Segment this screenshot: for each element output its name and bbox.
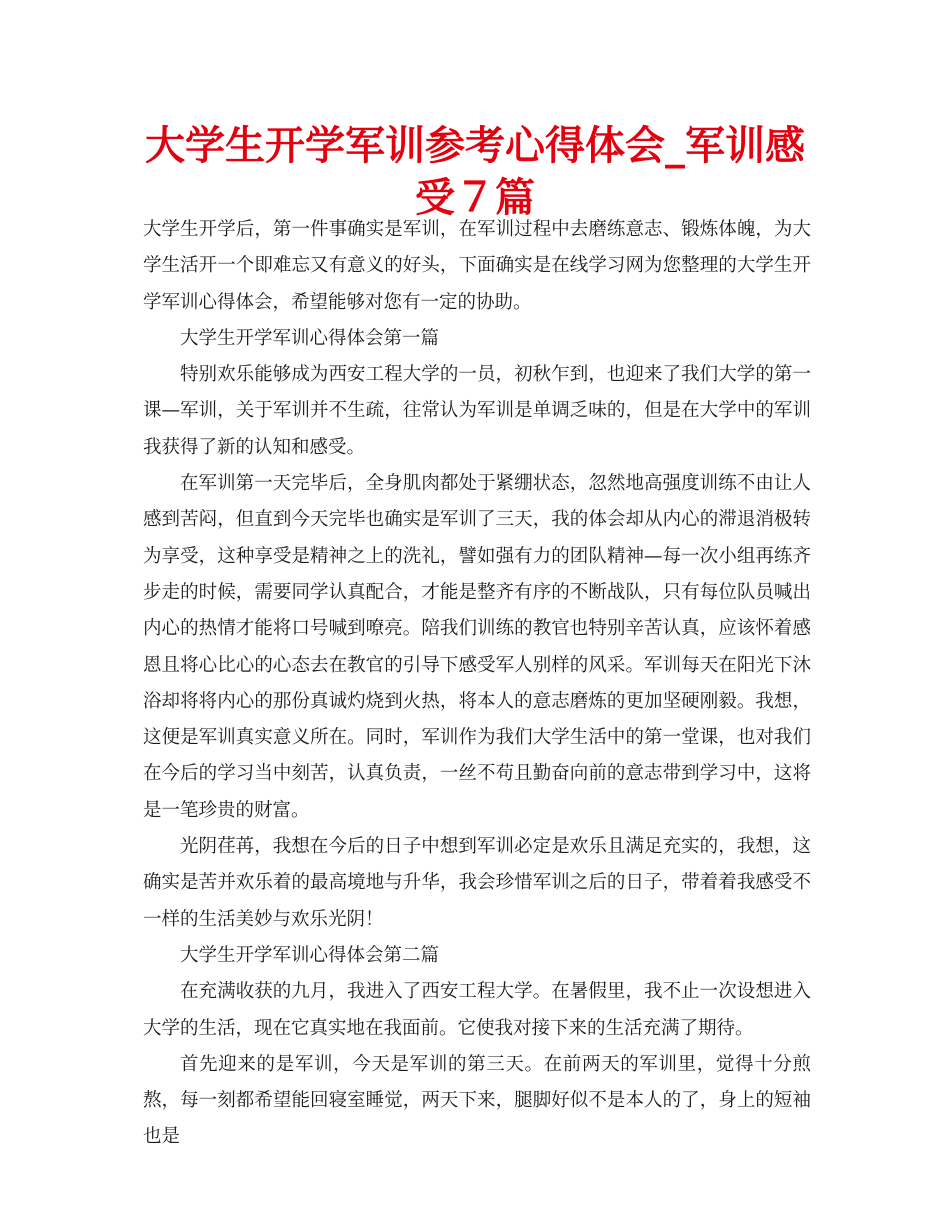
body-paragraph: 在充满收获的九月，我进入了西安工程大学。在暑假里，我不止一次设想进入大学的生活，现在它真实地在我面前。它使我对接下来的生活充满了期待。 <box>143 981 811 1039</box>
intro-paragraph: 大学生开学后，第一件事确实是军训，在军训过程中去磨练意志、锻炼体魄，为大学生活开一个即难忘又有意义的好头，下面确实是在线学习网为您整理的大学生开学军训心得体会，希望能够对您有一定的协助。 <box>143 219 811 313</box>
document-title: 大学生开学军训参考心得体会_军训感受７篇 <box>145 123 805 221</box>
document-body <box>143 212 811 1156</box>
section-heading-2: 大学生开学军训心得体会第二篇 <box>180 944 440 966</box>
section-heading-1: 大学生开学军训心得体会第一篇 <box>180 327 440 349</box>
body-paragraph: 首先迎来的是军训，今天是军训的第三天。在前两天的军训里，觉得十分煎熬，每一刻都希望能回寝室睡觉，两天下来，腿脚好似不是本人的了，身上的短袖也是 <box>143 1053 811 1148</box>
body-paragraph: 在军训第一天完毕后，全身肌肉都处于紧绷状态，忽然地高强度训练不由让人感到苦闷，但直到今天完毕也确实是军训了三天，我的体会却从内心的滞退消极转为享受，这种享受是精神之上的洗礼，譬如强有力的团队精神—每一次小组再练齐步走的时候，需要同学认真配合，才能是整齐有序的不断战队，只有每位队员喊出内心的热情才能将口号喊到嘹亮。陪我们训练的教官也特别辛苦认真，应该怀着感恩且将心比心的心态去在教官的引导下感受军人别样的风采。军训每天在阳光下沐浴却将将内心的那份真诚灼烧到火热，将本人的意志磨炼的更加坚硬刚毅。我想，这便是军训真实意义所在。同时，军训作为我们大学生活中的第一堂课，也对我们在今后的学习当中刻苦，认真负责，一丝不苟且勤奋向前的意志带到学习中，这将是一笔珍贵的财富。 <box>143 473 811 821</box>
body-paragraph: 特别欢乐能够成为西安工程大学的一员，初秋乍到，也迎来了我们大学的第一课—军训，关于军训并不生疏，往常认为军训是单调乏味的，但是在大学中的军训我获得了新的认知和感受。 <box>143 364 811 458</box>
body-paragraph: 光阴荏苒，我想在今后的日子中想到军训必定是欢乐且满足充实的，我想，这确实是苦并欢乐着的最高境地与升华，我会珍惜军训之后的日子，带着着我感受不一样的生活美妙与欢乐光阴！ <box>143 836 811 930</box>
